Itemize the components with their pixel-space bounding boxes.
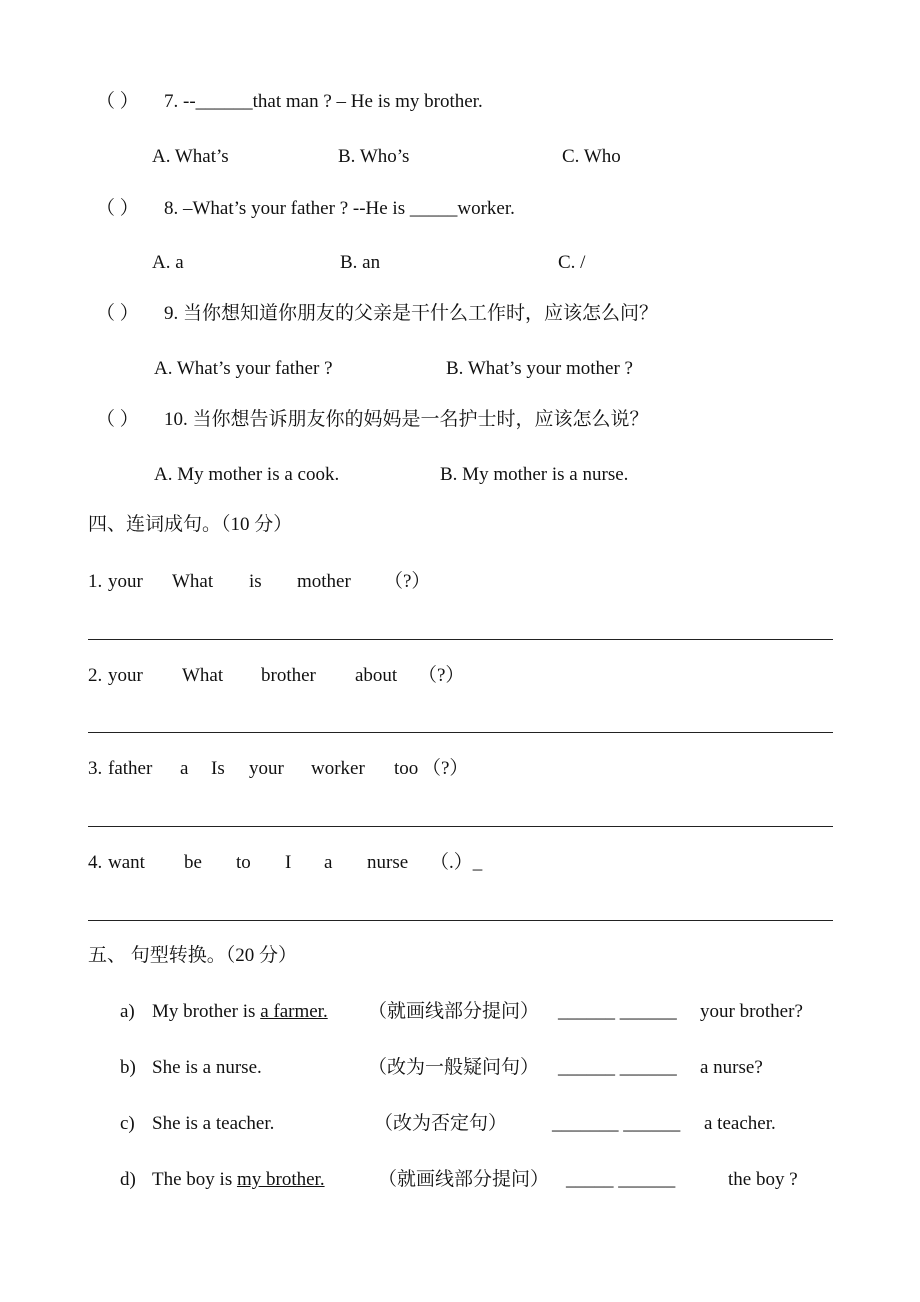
q9-paren: （ ） [96, 303, 139, 324]
word: a [180, 758, 189, 779]
underlined-part: my brother. [236, 1169, 325, 1190]
sentence-text: The boy is [152, 1169, 237, 1190]
q10-option-b: B. My mother is a nurse. [440, 464, 629, 485]
instruction: （就画线部分提问） [368, 1001, 540, 1022]
item-number: 2. [88, 665, 103, 686]
punctuation-hint: （.）_ [430, 852, 483, 873]
section4-title: 四、连词成句。（10 分） [88, 514, 293, 535]
item-number: 4. [88, 852, 103, 873]
word: mother [297, 571, 351, 592]
word: your [108, 571, 143, 592]
word: nurse [367, 852, 409, 873]
sentence-text: She is a nurse. [152, 1057, 262, 1078]
q8-stem: 8. –What’s your father ? --He is _____worker. [164, 198, 515, 219]
sentence-text: She is a teacher. [152, 1113, 275, 1134]
instruction: （改为否定句） [374, 1113, 508, 1134]
answer-blanks[interactable]: _______ ______ [552, 1113, 681, 1134]
sentence-ending: a teacher. [704, 1113, 776, 1134]
q8-option-b: B. an [340, 252, 381, 273]
q10-paren: （ ） [96, 409, 139, 430]
answer-line-4[interactable] [88, 920, 833, 921]
word: a [324, 852, 333, 873]
word: brother [261, 665, 316, 686]
punctuation-hint: （?） [422, 758, 469, 779]
sentence-text: My brother is [152, 1001, 261, 1022]
word: your [249, 758, 284, 779]
item-number: 3. [88, 758, 103, 779]
answer-line-3[interactable] [88, 826, 833, 827]
sentence-ending: the boy ? [728, 1169, 798, 1190]
sentence [152, 1000, 328, 1024]
q9-option-b: B. What’s your mother ? [446, 358, 633, 379]
q10-option-a: A. My mother is a cook. [154, 464, 340, 485]
word: worker [311, 758, 365, 779]
punctuation-hint: （?） [384, 571, 431, 592]
q8-option-a: A. a [152, 252, 184, 273]
q10-stem: 10. 当你想告诉朋友你的妈妈是一名护士时，应该怎么说？ [164, 409, 649, 430]
answer-blanks[interactable]: _____ ______ [566, 1169, 676, 1190]
word: What [172, 571, 214, 592]
answer-line-2[interactable] [88, 732, 833, 733]
word: to [236, 852, 251, 873]
word: be [184, 852, 202, 873]
answer-line-1[interactable] [88, 639, 833, 640]
word: father [108, 758, 153, 779]
sentence-ending: a nurse? [700, 1057, 763, 1078]
sentence-ending: your brother? [700, 1001, 803, 1022]
word: your [108, 665, 143, 686]
item-label: b) [120, 1057, 136, 1078]
word: Is [211, 758, 225, 779]
answer-blanks[interactable]: ______ ______ [558, 1057, 677, 1078]
word: want [108, 852, 145, 873]
q8-paren: （ ） [96, 198, 139, 219]
word: about [355, 665, 398, 686]
section5-title: 五、 句型转换。（20 分） [88, 945, 298, 966]
q8-option-c: C. / [558, 252, 586, 273]
answer-blanks[interactable]: ______ ______ [558, 1001, 677, 1022]
word: is [249, 571, 262, 592]
punctuation-hint: （?） [418, 665, 465, 686]
instruction: （改为一般疑问句） [368, 1057, 540, 1078]
item-label: c) [120, 1113, 135, 1134]
word: I [285, 852, 292, 873]
q7-option-b: B. Who’s [338, 146, 410, 167]
underlined-part: a farmer. [260, 1001, 328, 1022]
item-number: 1. [88, 571, 103, 592]
word: too [394, 758, 419, 779]
instruction: （就画线部分提问） [378, 1169, 550, 1190]
q7-stem: 7. --______that man ? – He is my brother. [164, 91, 483, 112]
sentence [152, 1168, 325, 1192]
item-label: d) [120, 1169, 136, 1190]
q7-option-c: C. Who [562, 146, 621, 167]
q9-stem: 9. 当你想知道你朋友的父亲是干什么工作时，应该怎么问？ [164, 303, 659, 324]
q9-option-a: A. What’s your father ? [154, 358, 333, 379]
word: What [182, 665, 224, 686]
item-label: a) [120, 1001, 135, 1022]
q7-option-a: A. What’s [152, 146, 229, 167]
q7-paren: （ ） [96, 91, 139, 112]
